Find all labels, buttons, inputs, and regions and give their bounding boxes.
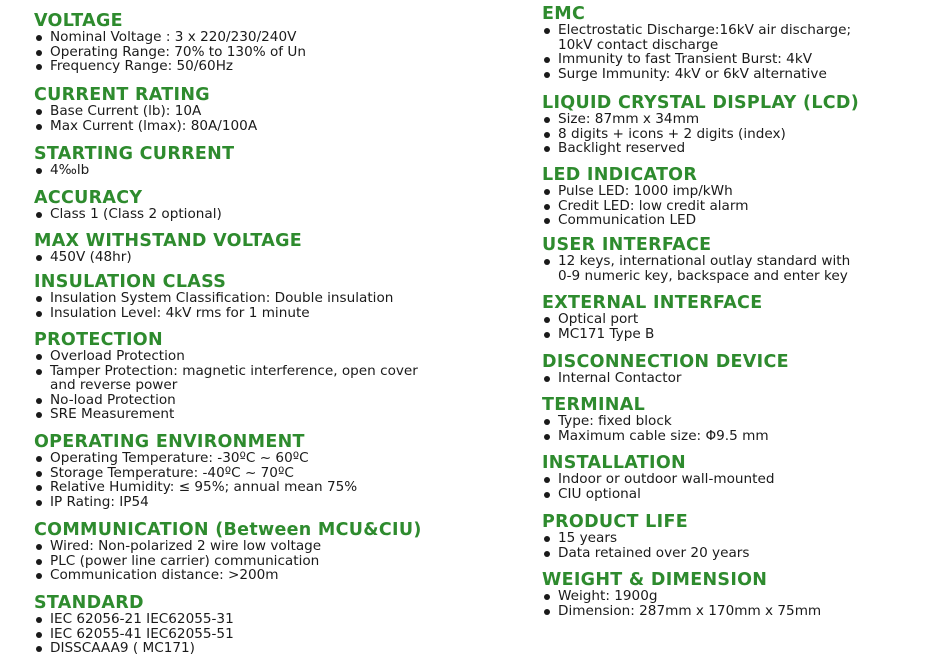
spec-section-installation	[542, 454, 774, 501]
spec-section-disconnection-device	[542, 353, 789, 386]
spec-list	[542, 184, 748, 228]
spec-item-text: Communication distance: >200m	[50, 567, 279, 584]
spec-item	[542, 487, 774, 502]
spec-item-text: 8 digits + icons + 2 digits (index)	[558, 125, 786, 142]
spec-item	[34, 207, 222, 222]
spec-section-liquid-crystal-display-lcd	[542, 94, 859, 156]
spec-item	[542, 127, 859, 142]
spec-item	[542, 213, 748, 228]
spec-item-text-continued: 10kV contact discharge	[558, 36, 719, 53]
spec-list	[34, 250, 302, 265]
spec-item-text: No-load Protection	[50, 391, 176, 408]
spec-section-protection	[34, 331, 418, 422]
spec-item-text: PLC (power line carrier) communication	[50, 552, 320, 569]
spec-item	[34, 451, 357, 466]
spec-item-text: Overload Protection	[50, 348, 185, 364]
spec-item	[542, 327, 762, 342]
spec-list	[542, 23, 851, 81]
spec-list	[34, 163, 234, 178]
spec-section-led-indicator	[542, 166, 748, 228]
spec-item	[34, 250, 302, 265]
spec-list	[542, 112, 859, 156]
spec-item-text: Operating Range: 70% to 130% of Un	[50, 43, 306, 60]
spec-list	[34, 451, 357, 509]
spec-item-text: IEC 62055-41 IEC62055-51	[50, 625, 234, 642]
spec-section-starting-current	[34, 145, 234, 178]
spec-section-weight-dimension	[542, 571, 821, 618]
spec-list	[34, 30, 306, 74]
spec-item-text: 15 years	[558, 530, 618, 546]
section-heading: LIQUID CRYSTAL DISPLAY (LCD)	[542, 93, 860, 113]
spec-list	[34, 349, 418, 422]
spec-item-text: Data retained over 20 years	[558, 544, 750, 561]
spec-item	[542, 112, 859, 127]
spec-item	[542, 199, 748, 214]
section-heading: WEIGHT & DIMENSION	[542, 570, 768, 590]
spec-item-text: IEC 62056-21 IEC62055-31	[50, 611, 234, 627]
spec-section-insulation-class	[34, 273, 393, 320]
spec-item	[34, 612, 234, 627]
spec-section-product-life	[542, 513, 749, 560]
spec-item-text: Weight: 1900g	[558, 588, 658, 604]
spec-item	[542, 546, 749, 561]
spec-list	[542, 531, 749, 560]
spec-item	[542, 371, 789, 386]
spec-item	[34, 291, 393, 306]
section-heading: COMMUNICATION (Between MCU&CIU)	[34, 520, 422, 540]
spec-item	[542, 589, 821, 604]
section-heading: INSTALLATION	[542, 453, 686, 473]
section-heading: EXTERNAL INTERFACE	[542, 293, 763, 313]
spec-item-text: Maximum cable size: Φ9.5 mm	[558, 427, 769, 444]
spec-item-text: SRE Measurement	[50, 406, 175, 423]
spec-item-text: Storage Temperature: -40ºC ~ 70ºC	[50, 464, 294, 481]
spec-item-text: Surge Immunity: 4kV or 6kV alternative	[558, 65, 827, 82]
spec-item-text: DISSCAAA9 ( MC171)	[50, 640, 195, 657]
spec-list	[34, 291, 393, 320]
spec-item-text: 450V (48hr)	[50, 249, 132, 265]
spec-item	[34, 364, 418, 393]
spec-section-standard	[34, 594, 234, 656]
spec-list	[542, 312, 762, 341]
spec-item	[34, 466, 357, 481]
spec-item-text-continued: 0-9 numeric key, backspace and enter key	[558, 267, 848, 284]
spec-item-text: IP Rating: IP54	[50, 493, 149, 510]
section-heading: PRODUCT LIFE	[542, 512, 688, 532]
section-heading: LED INDICATOR	[542, 165, 698, 185]
spec-item	[34, 568, 422, 583]
spec-item-text: 4‰lb	[50, 162, 90, 178]
spec-item-text: Electrostatic Discharge:16kV air discharge;	[558, 22, 852, 38]
section-heading: USER INTERFACE	[542, 235, 712, 255]
spec-item	[34, 119, 257, 134]
spec-list	[542, 589, 821, 618]
spec-list	[34, 104, 257, 133]
spec-item	[34, 104, 257, 119]
section-heading: CURRENT RATING	[34, 85, 210, 105]
spec-item	[542, 414, 769, 429]
spec-item	[34, 554, 422, 569]
spec-item	[34, 539, 422, 554]
spec-item-text: Internal Contactor	[558, 370, 682, 386]
spec-item-text: Operating Temperature: -30ºC ~ 60ºC	[50, 450, 309, 466]
section-heading: TERMINAL	[542, 395, 646, 415]
spec-item	[542, 254, 850, 283]
spec-item-text: Wired: Non-polarized 2 wire low voltage	[50, 538, 322, 554]
spec-item	[34, 45, 306, 60]
spec-item	[34, 59, 306, 74]
spec-list	[34, 612, 234, 656]
spec-item	[542, 67, 851, 82]
spec-item	[34, 480, 357, 495]
spec-item	[34, 407, 418, 422]
spec-item-text-continued: and reverse power	[50, 377, 178, 394]
spec-section-max-withstand-voltage	[34, 232, 302, 265]
spec-section-user-interface	[542, 236, 850, 283]
spec-item-text: Communication LED	[558, 212, 697, 229]
spec-item	[34, 641, 234, 656]
spec-item	[34, 349, 418, 364]
spec-list	[542, 371, 789, 386]
spec-item-text: Frequency Range: 50/60Hz	[50, 58, 234, 75]
section-heading: DISCONNECTION DEVICE	[542, 352, 789, 372]
spec-list	[542, 414, 769, 443]
spec-section-external-interface	[542, 294, 762, 341]
spec-item-text: Optical port	[558, 311, 639, 327]
spec-section-voltage	[34, 12, 306, 74]
section-heading: MAX WITHSTAND VOLTAGE	[34, 231, 303, 251]
spec-item	[34, 30, 306, 45]
spec-item-text: Immunity to fast Transient Burst: 4kV	[558, 51, 813, 68]
spec-item-text: Max Current (lmax): 80A/100A	[50, 117, 258, 134]
spec-item-text: Backlight reserved	[558, 140, 686, 157]
section-heading: EMC	[542, 4, 586, 24]
spec-item	[34, 306, 393, 321]
spec-list	[34, 539, 422, 583]
spec-item	[34, 163, 234, 178]
spec-item-text: Dimension: 287mm x 170mm x 75mm	[558, 602, 822, 619]
spec-item-text: Type: fixed block	[558, 413, 672, 429]
spec-item-text: CIU optional	[558, 485, 641, 502]
spec-item-text: Size: 87mm x 34mm	[558, 111, 700, 127]
spec-item-text: MC171 Type B	[558, 325, 655, 342]
spec-item-text: Relative Humidity: ≤ 95%; annual mean 75%	[50, 479, 358, 496]
section-heading: OPERATING ENVIRONMENT	[34, 432, 305, 452]
spec-item-text: Insulation System Classification: Double insulation	[50, 290, 394, 306]
spec-item	[542, 184, 748, 199]
spec-item	[542, 52, 851, 67]
spec-item	[542, 604, 821, 619]
spec-item	[542, 429, 769, 444]
spec-item-text: Class 1 (Class 2 optional)	[50, 206, 222, 222]
spec-item	[34, 495, 357, 510]
spec-list	[34, 207, 222, 222]
section-heading: VOLTAGE	[34, 11, 123, 31]
spec-section-communication-between-mcu-ciu	[34, 521, 422, 583]
section-heading: STANDARD	[34, 593, 144, 613]
section-heading: PROTECTION	[34, 330, 163, 350]
spec-item-text: Credit LED: low credit alarm	[558, 197, 749, 214]
spec-item-text: Base Current (lb): 10A	[50, 103, 202, 119]
spec-item-text: Pulse LED: 1000 imp/kWh	[558, 183, 733, 199]
spec-item-text: 12 keys, international outlay standard with	[558, 253, 851, 269]
spec-item	[34, 627, 234, 642]
spec-section-terminal	[542, 396, 769, 443]
section-heading: ACCURACY	[34, 188, 143, 208]
spec-item-text: Indoor or outdoor wall-mounted	[558, 471, 775, 487]
spec-item	[542, 531, 749, 546]
spec-section-current-rating	[34, 86, 257, 133]
spec-section-accuracy	[34, 189, 222, 222]
spec-list	[542, 254, 850, 283]
section-heading: STARTING CURRENT	[34, 144, 235, 164]
spec-section-emc	[542, 5, 851, 81]
spec-item-text: Insulation Level: 4kV rms for 1 minute	[50, 304, 310, 321]
spec-section-operating-environment	[34, 433, 357, 509]
spec-item	[34, 393, 418, 408]
spec-item	[542, 472, 774, 487]
spec-item	[542, 23, 851, 52]
spec-item-text: Nominal Voltage : 3 x 220/230/240V	[50, 29, 297, 45]
spec-item-text: Tamper Protection: magnetic interference, open cover	[50, 362, 418, 379]
spec-item	[542, 141, 859, 156]
spec-item	[542, 312, 762, 327]
section-heading: INSULATION CLASS	[34, 272, 227, 292]
spec-list	[542, 472, 774, 501]
